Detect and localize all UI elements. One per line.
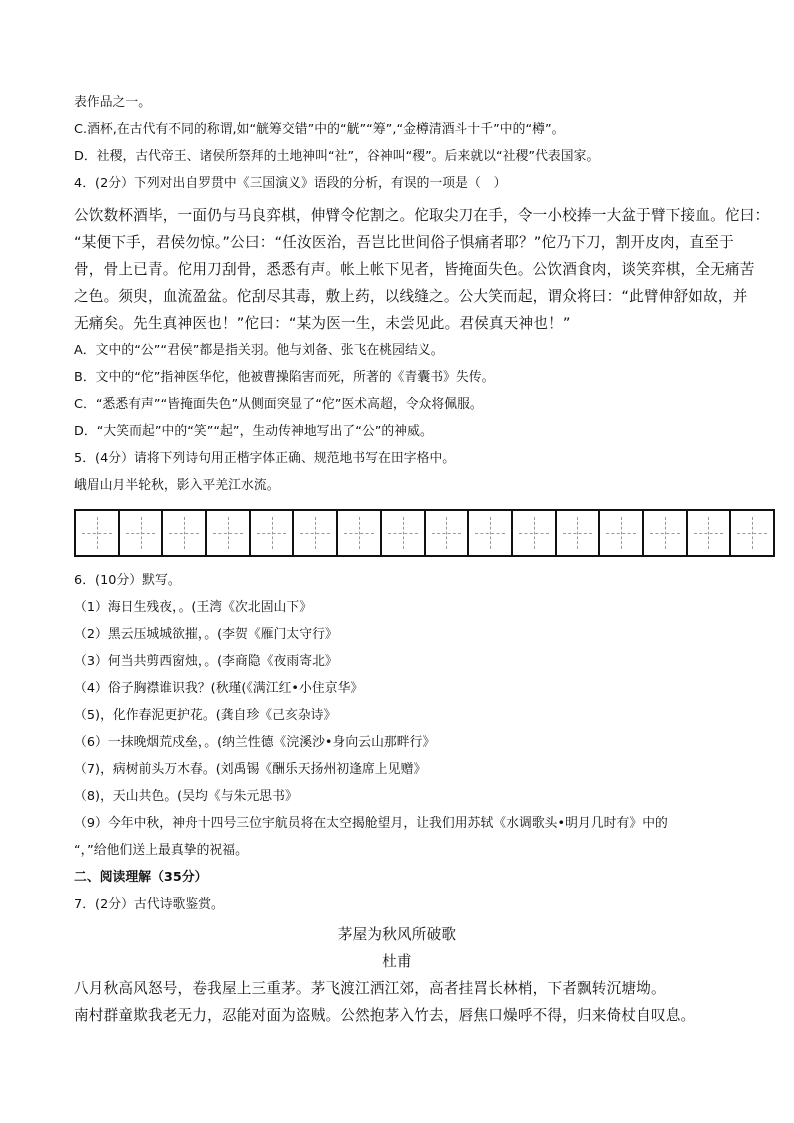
grid-cell[interactable] (382, 511, 426, 555)
dictation-item: （6）一抹晚烟荒戍垒，。(纳兰性德《浣溪沙•身向云山那畔行》 (74, 735, 436, 750)
grid-cell[interactable] (207, 511, 251, 555)
dictation-item: （9）今年中秋，神舟十四号三位宇航员将在太空揭舱望月，让我们用苏轼《水调歌头•明月几时有》中的 (74, 816, 668, 831)
poem-title: 茅屋为秋风所破歌 (337, 926, 457, 943)
passage-line: “某便下手，君侯勿惊。”公曰：“任汝医治，吾岂比世间俗子惧痛者耶？”佗乃下刀，割开皮肉，直至于 (74, 234, 734, 251)
grid-cell[interactable] (294, 511, 338, 555)
question-4: 4．(2分）下列对出自罗贯中《三国演义》语段的分析，有误的一项是（ ） (74, 176, 507, 191)
dictation-item: “，”给他们送上最真挚的祝福。 (74, 843, 248, 858)
dictation-item: （4）俗子胸襟谁识我？(秋瑾(《满江红•小住京华》 (74, 681, 364, 696)
passage-line: 无痛矣。先生真神医也！”佗曰：“某为医一生，未尝见此。君侯真天神也！” (74, 315, 571, 332)
option-d: D．“大笑而起”中的“笑”“起”，生动传神地写出了“公”的神威。 (74, 424, 433, 439)
poem-line: 峨眉山月半轮秋，影入平羌江水流。 (74, 478, 280, 493)
grid-cell[interactable] (469, 511, 513, 555)
option-b: B．文中的“佗”指神医华佗，他被曹操陷害而死，所著的《青囊书》失传。 (74, 370, 495, 385)
grid-cell[interactable] (731, 511, 775, 555)
text-line: C.酒杯,在古代有不同的称谓,如“觥筹交错”中的“觥”“筹”,“金樽清酒斗十千”中的“樽”。 (74, 122, 565, 137)
grid-cell[interactable] (426, 511, 470, 555)
option-a: A．文中的“公”“君侯”都是指关羽。他与刘备、张飞在桃园结义。 (74, 343, 444, 358)
grid-cell[interactable] (251, 511, 295, 555)
dictation-item: （7)，病树前头万木春。(刘禹锡《酬乐天扬州初逢席上见赠》 (74, 762, 427, 777)
grid-cell[interactable] (120, 511, 164, 555)
grid-cell[interactable] (338, 511, 382, 555)
dictation-item: （5)，化作春泥更护花。(龚自珍《己亥杂诗》 (74, 708, 337, 723)
tianzige-grid[interactable] (74, 509, 775, 557)
text-line: D．社稷，古代帝王、诸侯所祭拜的土地神叫“社”，谷神叫“稷”。后来就以“社稷”代表国家。 (74, 149, 600, 164)
dictation-item: （8)，天山共色。(吴均《与朱元思书》 (74, 789, 298, 804)
section-heading: 二、阅读理解（35分） (74, 870, 208, 885)
poem-verse: 八月秋高风怒号，卷我屋上三重茅。茅飞渡江洒江郊，高者挂罥长林梢，下者飘转沉塘坳。 (74, 980, 666, 997)
text-line: 表作品之一。 (74, 95, 152, 110)
passage-line: 公饮数杯酒毕，一面仍与马良弈棋，伸臂令佗割之。佗取尖刀在手，令一小校捧一大盆于臂下接血。佗曰： (74, 207, 770, 224)
dictation-item: （2）黑云压城城欲摧，。(李贺《雁门太守行》 (74, 627, 338, 642)
question-7: 7．(2分）古代诗歌鉴赏。 (74, 897, 224, 912)
poem-verse: 南村群童欺我老无力，忍能对面为盗贼。公然抱茅入竹去，唇焦口燥呼不得，归来倚杖自叹息。 (74, 1007, 696, 1024)
grid-cell[interactable] (513, 511, 557, 555)
grid-cell[interactable] (688, 511, 732, 555)
dictation-item: （1）海日生残夜，。(王湾《次北固山下》 (74, 600, 313, 615)
passage-line: 骨，骨上已青。佗用刀刮骨，悉悉有声。帐上帐下见者，皆掩面失色。公饮酒食肉，谈笑弈棋，全无痛苦 (74, 261, 755, 278)
passage-line: 之色。须臾，血流盈盆。佗刮尽其毒，敷上药，以线缝之。公大笑而起，谓众将曰：“此臂伸舒如故，并 (74, 288, 748, 305)
grid-cell[interactable] (76, 511, 120, 555)
option-c: C．“悉悉有声”“皆掩面失色”从侧面突显了“佗”医术高超，令众将佩服。 (74, 397, 483, 412)
poem-author: 杜甫 (382, 953, 412, 970)
grid-cell[interactable] (600, 511, 644, 555)
question-5: 5．(4分）请将下列诗句用正楷字体正确、规范地书写在田字格中。 (74, 451, 456, 466)
grid-cell[interactable] (644, 511, 688, 555)
dictation-item: （3）何当共剪西窗烛，。(李商隐《夜雨寄北》 (74, 654, 338, 669)
grid-cell[interactable] (557, 511, 601, 555)
question-6: 6．(10分）默写。 (74, 573, 181, 588)
grid-cell[interactable] (163, 511, 207, 555)
